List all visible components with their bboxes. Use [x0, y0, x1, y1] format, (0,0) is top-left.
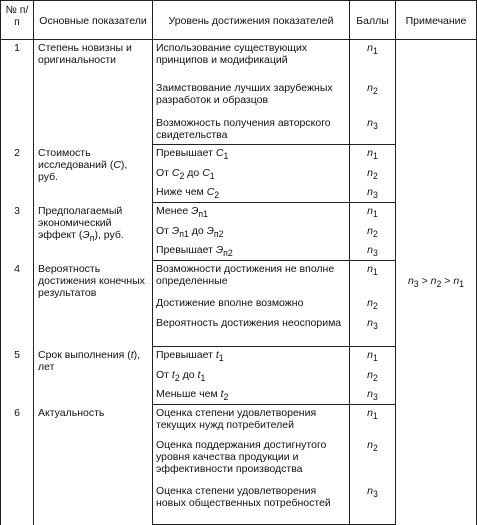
score-cell: $n_3$ [350, 483, 396, 525]
indicator-cell: Степень новизны и оригинальности [34, 40, 153, 145]
row-number: 4 [1, 261, 34, 347]
header-score: Баллы [350, 1, 396, 40]
indicator-cell: Стоимость исследований (С), руб. [34, 145, 153, 203]
score-cell: $n_3$ [350, 315, 396, 347]
indicator-cell: Предполагаемый экономический эффект $(Э_п)$, руб. [34, 203, 153, 261]
level-cell: Вероятность достижения неоспорима [153, 315, 350, 347]
score-cell: $n_2$ [350, 223, 396, 242]
header-indicator: Основные показатели [34, 1, 153, 40]
score-cell: $n_1$ [350, 405, 396, 437]
level-cell: Оценка степени удовлетворения новых общественных потребностей [153, 483, 350, 525]
level-cell: От $t_2$ до $t_1$ [153, 367, 350, 386]
level-cell: Возможность получения авторского свидетельства [153, 115, 350, 145]
indicator-cell: Вероятность достижения конечных результатов [34, 261, 153, 347]
header-row [1, 1, 477, 40]
score-cell: $n_1$ [350, 145, 396, 165]
level-cell: Превышает $Э_{п2}$ [153, 242, 350, 261]
indicator-cell: Актуальность [34, 405, 153, 525]
score-cell: $n_3$ [350, 386, 396, 405]
row-number: 2 [1, 145, 34, 203]
score-cell: $n_3$ [350, 242, 396, 261]
score-cell: $n_2$ [350, 437, 396, 483]
score-cell: $n_3$ [350, 115, 396, 145]
level-cell: Возможности достижения не вполне определенные [153, 261, 350, 295]
score-cell: $n_1$ [350, 203, 396, 223]
level-cell: Меньше чем $t_2$ [153, 386, 350, 405]
level-cell: Оценка поддержания достигнутого уровня качества продукции и эффективности производства [153, 437, 350, 483]
score-cell: $n_2$ [350, 367, 396, 386]
note-formula: $n_3 > n_2 > n_1$ [407, 275, 465, 290]
row-number: 6 [1, 405, 34, 525]
table-row [1, 40, 477, 80]
score-cell: $n_2$ [350, 165, 396, 184]
level-cell: Ниже чем $C_2$ [153, 184, 350, 203]
row-number: 1 [1, 40, 34, 145]
note-cell [396, 40, 477, 525]
header-note: Примечание [396, 1, 477, 40]
level-cell: Менее $Э_{п1}$ [153, 203, 350, 223]
level-cell: Превышает $t_1$ [153, 347, 350, 367]
level-cell: Заимствование лучших зарубежных разработок и образцов [153, 80, 350, 115]
level-cell: Превышает $C_1$ [153, 145, 350, 165]
level-cell: Достижение вполне возможно [153, 295, 350, 315]
level-cell: От $Э_{п1}$ до $Э_{п2}$ [153, 223, 350, 242]
score-cell: $n_3$ [350, 184, 396, 203]
header-num: № п/п [1, 1, 34, 40]
header-level: Уровень достижения показателей [153, 1, 350, 40]
level-cell: От $C_2$ до $C_1$ [153, 165, 350, 184]
level-cell: Оценка степени удовлетворения текущих нужд потребителей [153, 405, 350, 437]
row-number: 5 [1, 347, 34, 405]
score-cell: $n_1$ [350, 40, 396, 80]
score-cell: $n_1$ [350, 347, 396, 367]
row-number: 3 [1, 203, 34, 261]
score-cell: $n_2$ [350, 80, 396, 115]
score-cell: $n_1$ [350, 261, 396, 295]
indicator-cell: Срок выполнения (t), лет [34, 347, 153, 405]
score-cell: $n_2$ [350, 295, 396, 315]
level-cell: Использование существующих принципов и модификаций [153, 40, 350, 80]
